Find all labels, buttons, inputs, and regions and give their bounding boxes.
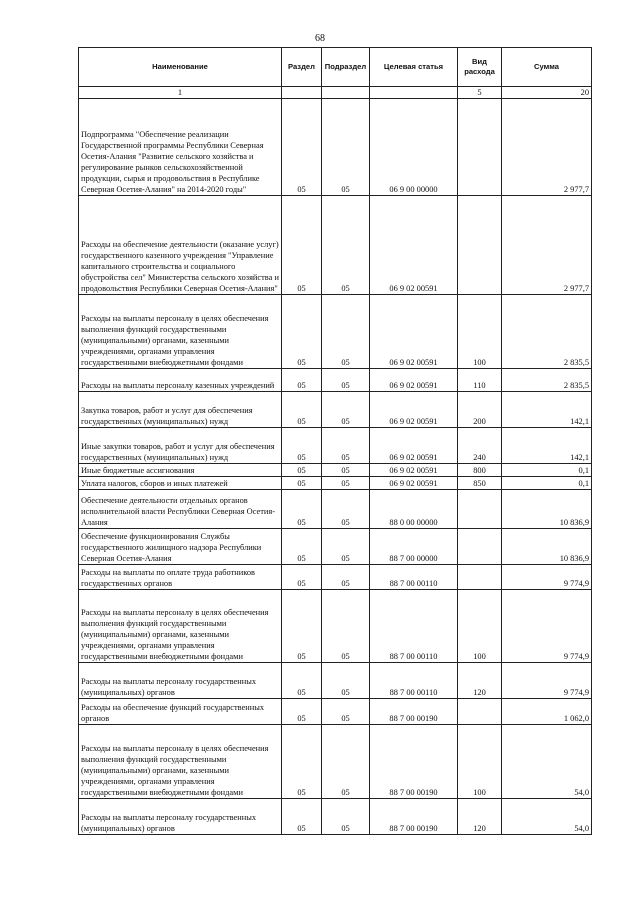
row-amount: 2 977,7: [502, 196, 592, 295]
row-section: 05: [282, 196, 322, 295]
row-target: 88 7 00 00110: [370, 565, 458, 590]
row-section: 05: [282, 477, 322, 490]
row-name: Иные закупки товаров, работ и услуг для обеспечения государственных (муниципальных) нужд: [79, 428, 282, 464]
row-name: Обеспечение функционирования Службы государственного жилищного надзора Республики Северная Осетия-Алания: [79, 529, 282, 565]
row-section: 05: [282, 565, 322, 590]
row-expense-type: 800: [458, 464, 502, 477]
row-name: Расходы на выплаты персоналу в целях обеспечения выполнения функций государственными (муниципальными) органами, казенными учреждениями, органами управления государственными внебюджетными фондами: [79, 725, 282, 799]
row-expense-type: 240: [458, 428, 502, 464]
table-row: [79, 799, 592, 835]
row-section: 05: [282, 392, 322, 428]
row-section: 05: [282, 428, 322, 464]
row-subsection: 05: [322, 663, 370, 699]
row-section: 05: [282, 369, 322, 392]
row-name: Иные бюджетные ассигнования: [79, 464, 282, 477]
row-name: Расходы на выплаты персоналу казенных учреждений: [79, 369, 282, 392]
row-expense-type: 110: [458, 369, 502, 392]
row-target: 06 9 02 00591: [370, 428, 458, 464]
row-amount: 0,1: [502, 477, 592, 490]
row-name: Расходы на выплаты персоналу в целях обеспечения выполнения функций государственными (муниципальными) органами, казенными учреждениями, органами управления государственными внебюджетными фондами: [79, 590, 282, 663]
row-section: 05: [282, 799, 322, 835]
row-target: 06 9 02 00591: [370, 464, 458, 477]
table-row: [79, 490, 592, 529]
row-section: 05: [282, 590, 322, 663]
row-amount: 54,0: [502, 799, 592, 835]
table-row: [79, 369, 592, 392]
row-section: 05: [282, 699, 322, 725]
table-row: [79, 725, 592, 799]
colnum-expense-type: 5: [458, 87, 502, 99]
row-amount: 142,1: [502, 392, 592, 428]
row-target: 06 9 02 00591: [370, 295, 458, 369]
row-target: 88 7 00 00000: [370, 529, 458, 565]
row-subsection: 05: [322, 529, 370, 565]
row-subsection: 05: [322, 725, 370, 799]
row-target: 88 7 00 00110: [370, 663, 458, 699]
row-name: Расходы на выплаты по оплате труда работников государственных органов: [79, 565, 282, 590]
row-expense-type: 120: [458, 663, 502, 699]
header-target: Целевая статья: [370, 48, 458, 87]
header-amount: Сумма: [502, 48, 592, 87]
colnum-amount: 20: [502, 87, 592, 99]
row-amount: 10 836,9: [502, 490, 592, 529]
row-amount: 9 774,9: [502, 590, 592, 663]
colnum-subsection: [322, 87, 370, 99]
row-amount: 142,1: [502, 428, 592, 464]
row-target: 06 9 00 00000: [370, 99, 458, 196]
row-amount: 9 774,9: [502, 663, 592, 699]
row-name: Расходы на выплаты персоналу государственных (муниципальных) органов: [79, 799, 282, 835]
row-name: Подпрограмма "Обеспечение реализации Государственной программы Республики Северная Осетия-Алания "Развитие сельского хозяйства и регулирование рынков сельскохозяйственной продукции, сырья и продовольствия в Республике Северная Осетия-Алания" на 2014-2020 годы": [79, 99, 282, 196]
row-target: 88 7 00 00190: [370, 699, 458, 725]
row-section: 05: [282, 663, 322, 699]
row-target: 06 9 02 00591: [370, 477, 458, 490]
row-target: 88 7 00 00110: [370, 590, 458, 663]
row-subsection: 05: [322, 799, 370, 835]
row-subsection: 05: [322, 464, 370, 477]
row-amount: 1 062,0: [502, 699, 592, 725]
row-amount: 9 774,9: [502, 565, 592, 590]
row-target: 88 7 00 00190: [370, 725, 458, 799]
row-subsection: 05: [322, 196, 370, 295]
colnum-section: [282, 87, 322, 99]
row-section: 05: [282, 725, 322, 799]
table-row: [79, 590, 592, 663]
row-amount: 2 835,5: [502, 295, 592, 369]
budget-table: [78, 47, 592, 835]
table-row: [79, 392, 592, 428]
table-row: [79, 464, 592, 477]
row-subsection: 05: [322, 369, 370, 392]
row-name: Расходы на выплаты персоналу государственных (муниципальных) органов: [79, 663, 282, 699]
table-row: [79, 477, 592, 490]
header-section: Раздел: [282, 48, 322, 87]
header-subsection: Подраздел: [322, 48, 370, 87]
table-row: [79, 699, 592, 725]
row-amount: 54,0: [502, 725, 592, 799]
row-expense-type: 200: [458, 392, 502, 428]
row-target: 06 9 02 00591: [370, 196, 458, 295]
header-name: Наименование: [79, 48, 282, 87]
row-expense-type: [458, 196, 502, 295]
row-subsection: 05: [322, 565, 370, 590]
row-expense-type: [458, 565, 502, 590]
table-row: [79, 99, 592, 196]
table-body: [79, 99, 592, 835]
row-section: 05: [282, 529, 322, 565]
colnum-target: [370, 87, 458, 99]
row-subsection: 05: [322, 699, 370, 725]
row-subsection: 05: [322, 428, 370, 464]
row-expense-type: [458, 529, 502, 565]
row-name: Расходы на обеспечение деятельности (оказание услуг) государственного казенного учреждения "Управление капитального строительства и социального обустройства сел" Министерства сельского хозяйства и продовольствия Республики Северная Осетия-Алания": [79, 196, 282, 295]
row-subsection: 05: [322, 590, 370, 663]
row-amount: 2 835,5: [502, 369, 592, 392]
row-name: Обеспечение деятельности отдельных органов исполнительной власти Республики Северная Осетия-Алания: [79, 490, 282, 529]
row-name: Расходы на обеспечение функций государственных органов: [79, 699, 282, 725]
row-target: 06 9 02 00591: [370, 369, 458, 392]
table-row: [79, 529, 592, 565]
row-expense-type: [458, 490, 502, 529]
row-section: 05: [282, 490, 322, 529]
row-expense-type: 120: [458, 799, 502, 835]
row-name: Закупка товаров, работ и услуг для обеспечения государственных (муниципальных) нужд: [79, 392, 282, 428]
row-amount: 0,1: [502, 464, 592, 477]
colnum-name: 1: [79, 87, 282, 99]
row-target: 88 7 00 00190: [370, 799, 458, 835]
row-subsection: 05: [322, 477, 370, 490]
row-expense-type: [458, 99, 502, 196]
header-expense-type: Вид расхода: [458, 48, 502, 87]
row-subsection: 05: [322, 392, 370, 428]
row-expense-type: 850: [458, 477, 502, 490]
page-number: 68: [315, 33, 325, 44]
row-expense-type: 100: [458, 725, 502, 799]
table-row: [79, 663, 592, 699]
column-number-row: [79, 87, 592, 99]
row-target: 06 9 02 00591: [370, 392, 458, 428]
row-subsection: 05: [322, 99, 370, 196]
row-target: 88 0 00 00000: [370, 490, 458, 529]
row-subsection: 05: [322, 490, 370, 529]
row-amount: 2 977,7: [502, 99, 592, 196]
row-name: Расходы на выплаты персоналу в целях обеспечения выполнения функций государственными (муниципальными) органами, казенными учреждениями, органами управления государственными внебюджетными фондами: [79, 295, 282, 369]
row-expense-type: 100: [458, 295, 502, 369]
table-header-row: [79, 48, 592, 87]
row-subsection: 05: [322, 295, 370, 369]
row-section: 05: [282, 295, 322, 369]
row-section: 05: [282, 464, 322, 477]
row-expense-type: 100: [458, 590, 502, 663]
row-expense-type: [458, 699, 502, 725]
row-amount: 10 836,9: [502, 529, 592, 565]
row-name: Уплата налогов, сборов и иных платежей: [79, 477, 282, 490]
row-section: 05: [282, 99, 322, 196]
table-row: [79, 196, 592, 295]
table-row: [79, 565, 592, 590]
table-row: [79, 428, 592, 464]
table-row: [79, 295, 592, 369]
